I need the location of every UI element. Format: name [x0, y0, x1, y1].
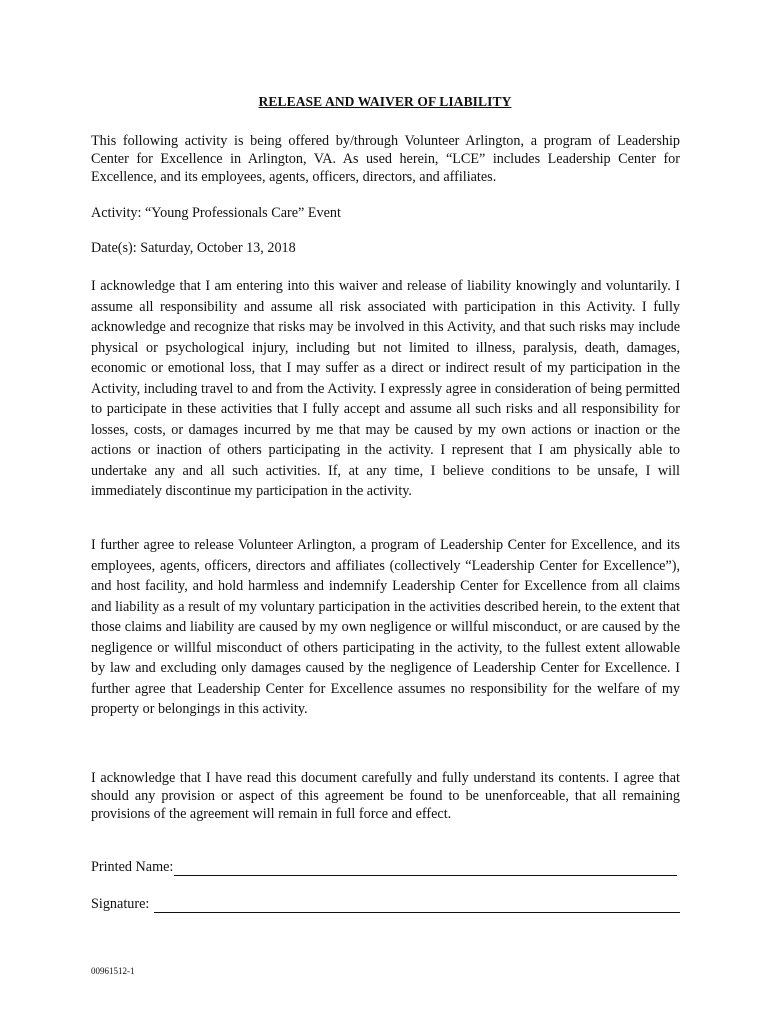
intro-paragraph: This following activity is being offered by/through Volunteer Arlington, a program of Leadership Center for Excellence in Arlington, VA. As used herein, “LCE” includes Leadership Center for Excellence, and its employees, agents, officers, directors, and affiliates. — [91, 133, 680, 185]
acknowledgement-paragraph-read: I acknowledge that I have read this document carefully and fully understand its contents. I agree that should any provision or aspect of this agreement be found to be unenforceable, that all remaining provisions of the agreement will remain in full force and effect. — [91, 770, 680, 822]
document-title: RELEASE AND WAIVER OF LIABILITY — [258, 94, 512, 109]
printed-name-field[interactable] — [174, 861, 677, 876]
printed-name-label: Printed Name: — [91, 859, 174, 875]
signature-field[interactable] — [154, 898, 680, 913]
printed-name-line — [91, 858, 677, 876]
signature-line — [91, 895, 680, 913]
document-id: 00961512-1 — [91, 966, 135, 976]
date-line: Date(s): Saturday, October 13, 2018 — [91, 240, 296, 256]
release-paragraph: I further agree to release Volunteer Arlington, a program of Leadership Center for Excellence, and its employees, agents, officers, directors and affiliates (collectively “Leadership Center for Excellence”), and host facility, and hold harmless and indemnify Leadership Center for Excellence from all claims and liability as a result of my voluntary participation in the activities described herein, to the extent that those claims and liability are caused by my own negligence or willful misconduct, or are caused by the negligence or willful misconduct of others participating in the activity, to the fullest extent allowable by law and excluding only damages caused by the negligence of Leadership Center for Excellence. I further agree that Leadership Center for Excellence assumes no responsibility for the welfare of my property or belongings in this activity. — [91, 537, 680, 717]
activity-line: Activity: “Young Professionals Care” Event — [91, 205, 341, 221]
signature-label: Signature: — [91, 896, 150, 912]
acknowledgement-paragraph-risk: I acknowledge that I am entering into this waiver and release of liability knowingly and voluntarily. I assume all responsibility and assume all risk associated with participation in this Activity. I fully acknowledge and recognize that risks may be involved in this Activity, and that such risks may include physical or psychological injury, including but not limited to illness, paralysis, death, damages, economic or emotional loss, that I may suffer as a direct or indirect result of my participation in the Activity, including travel to and from the Activity. I expressly agree in consideration of being permitted to participate in these activities that I fully accept and assume all such risks and all responsibility for losses, costs, or damages incurred by me that may be caused by my own actions or inaction or the actions or inaction of others participating in the activity. I represent that I am physically able to undertake any and all such activities. If, at any time, I believe conditions to be unsafe, I will immediately discontinue my participation in the activity. — [91, 278, 680, 499]
